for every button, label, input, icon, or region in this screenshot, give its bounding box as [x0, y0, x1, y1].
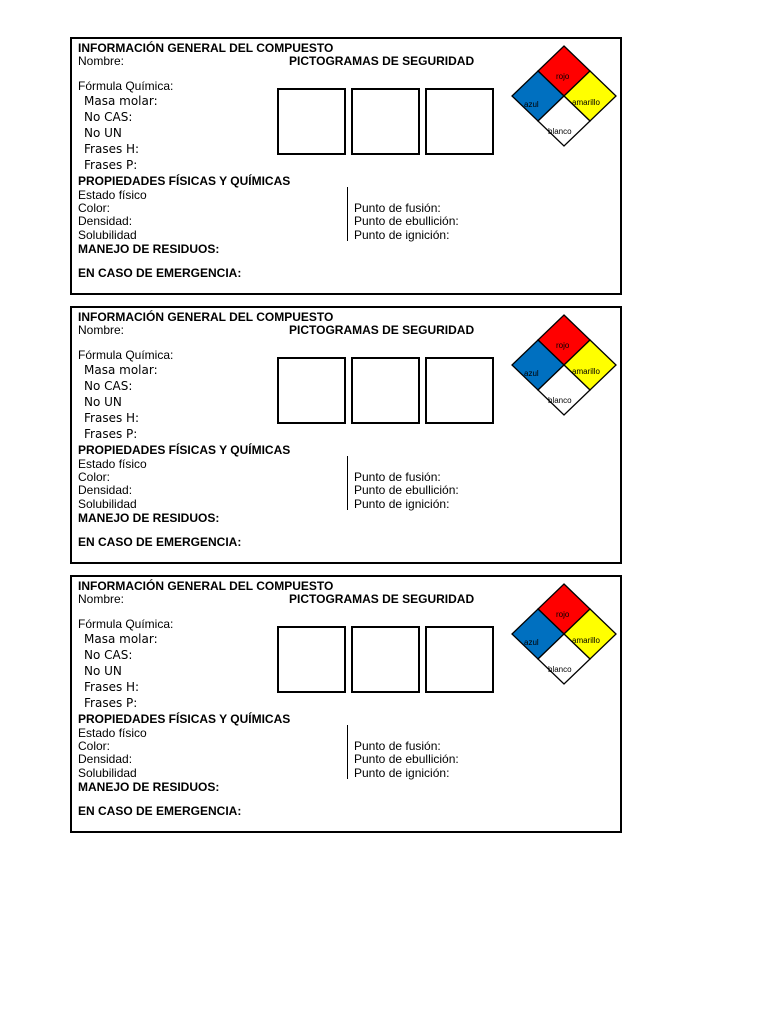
field-no-cas: No CAS: — [84, 110, 133, 124]
section-title-residuos: MANEJO DE RESIDUOS: — [78, 242, 220, 256]
field-punto-ebullicion: Punto de ebullición: — [354, 483, 459, 497]
field-frases-p: Frases P: — [84, 696, 138, 710]
nfpa-label-blanco: blanco — [548, 127, 572, 136]
nfpa-diamond — [510, 314, 618, 416]
nfpa-label-azul: azul — [524, 638, 539, 647]
nfpa-label-amarillo: amarillo — [572, 98, 601, 107]
field-punto-ebullicion: Punto de ebullición: — [354, 752, 459, 766]
nfpa-diamond — [510, 45, 618, 147]
nfpa-label-rojo: rojo — [556, 610, 570, 619]
column-divider — [347, 725, 348, 779]
nfpa-label-azul: azul — [524, 100, 539, 109]
field-formula: Fórmula Química: — [78, 348, 174, 362]
field-frases-h: Frases H: — [84, 411, 140, 425]
column-divider — [347, 187, 348, 241]
pictogram-box — [351, 357, 420, 424]
field-densidad: Densidad: — [78, 752, 133, 766]
pictogram-box — [277, 88, 346, 155]
label-card — [70, 37, 622, 295]
field-frases-h: Frases H: — [84, 142, 140, 156]
section-title-general: INFORMACIÓN GENERAL DEL COMPUESTO — [78, 579, 334, 593]
section-title-residuos: MANEJO DE RESIDUOS: — [78, 780, 220, 794]
nfpa-label-rojo: rojo — [556, 72, 570, 81]
field-masa-molar: Masa molar: — [84, 363, 158, 377]
field-nombre: Nombre: — [78, 54, 125, 68]
field-frases-p: Frases P: — [84, 158, 138, 172]
field-formula: Fórmula Química: — [78, 79, 174, 93]
pictogram-box — [425, 626, 494, 693]
field-no-cas: No CAS: — [84, 648, 133, 662]
label-card — [70, 575, 622, 833]
field-no-un: No UN — [84, 126, 122, 140]
field-solubilidad: Solubilidad — [78, 228, 137, 242]
section-title-residuos: MANEJO DE RESIDUOS: — [78, 511, 220, 525]
section-title-properties: PROPIEDADES FÍSICAS Y QUÍMICAS — [78, 174, 291, 188]
section-title-emergencia: EN CASO DE EMERGENCIA: — [78, 804, 242, 818]
pictogram-box — [277, 626, 346, 693]
field-frases-p: Frases P: — [84, 427, 138, 441]
field-color: Color: — [78, 201, 111, 215]
section-title-properties: PROPIEDADES FÍSICAS Y QUÍMICAS — [78, 443, 291, 457]
field-color: Color: — [78, 739, 111, 753]
column-divider — [347, 456, 348, 510]
field-color: Color: — [78, 470, 111, 484]
field-no-un: No UN — [84, 664, 122, 678]
field-masa-molar: Masa molar: — [84, 632, 158, 646]
field-punto-ignicion: Punto de ignición: — [354, 497, 450, 511]
field-estado-fisico: Estado físico — [78, 457, 147, 471]
field-densidad: Densidad: — [78, 214, 133, 228]
pictogram-title: PICTOGRAMAS DE SEGURIDAD — [289, 592, 475, 606]
nfpa-label-amarillo: amarillo — [572, 367, 601, 376]
field-formula: Fórmula Química: — [78, 617, 174, 631]
pictogram-box — [425, 357, 494, 424]
nfpa-label-amarillo: amarillo — [572, 636, 601, 645]
pictogram-box — [351, 88, 420, 155]
pictogram-title: PICTOGRAMAS DE SEGURIDAD — [289, 323, 475, 337]
section-title-emergencia: EN CASO DE EMERGENCIA: — [78, 266, 242, 280]
section-title-general: INFORMACIÓN GENERAL DEL COMPUESTO — [78, 41, 334, 55]
nfpa-label-rojo: rojo — [556, 341, 570, 350]
field-solubilidad: Solubilidad — [78, 497, 137, 511]
section-title-properties: PROPIEDADES FÍSICAS Y QUÍMICAS — [78, 712, 291, 726]
field-masa-molar: Masa molar: — [84, 94, 158, 108]
field-no-cas: No CAS: — [84, 379, 133, 393]
field-frases-h: Frases H: — [84, 680, 140, 694]
field-punto-fusion: Punto de fusión: — [354, 470, 441, 484]
pictogram-box — [277, 357, 346, 424]
pictogram-box — [351, 626, 420, 693]
field-punto-ignicion: Punto de ignición: — [354, 766, 450, 780]
label-card — [70, 306, 622, 564]
section-title-emergencia: EN CASO DE EMERGENCIA: — [78, 535, 242, 549]
nfpa-label-blanco: blanco — [548, 396, 572, 405]
field-nombre: Nombre: — [78, 592, 125, 606]
field-densidad: Densidad: — [78, 483, 133, 497]
field-punto-fusion: Punto de fusión: — [354, 739, 441, 753]
field-no-un: No UN — [84, 395, 122, 409]
nfpa-label-blanco: blanco — [548, 665, 572, 674]
field-punto-fusion: Punto de fusión: — [354, 201, 441, 215]
field-estado-fisico: Estado físico — [78, 726, 147, 740]
field-nombre: Nombre: — [78, 323, 125, 337]
field-solubilidad: Solubilidad — [78, 766, 137, 780]
section-title-general: INFORMACIÓN GENERAL DEL COMPUESTO — [78, 310, 334, 324]
nfpa-diamond — [510, 583, 618, 685]
field-punto-ignicion: Punto de ignición: — [354, 228, 450, 242]
field-punto-ebullicion: Punto de ebullición: — [354, 214, 459, 228]
field-estado-fisico: Estado físico — [78, 188, 147, 202]
pictogram-box — [425, 88, 494, 155]
nfpa-label-azul: azul — [524, 369, 539, 378]
pictogram-title: PICTOGRAMAS DE SEGURIDAD — [289, 54, 475, 68]
